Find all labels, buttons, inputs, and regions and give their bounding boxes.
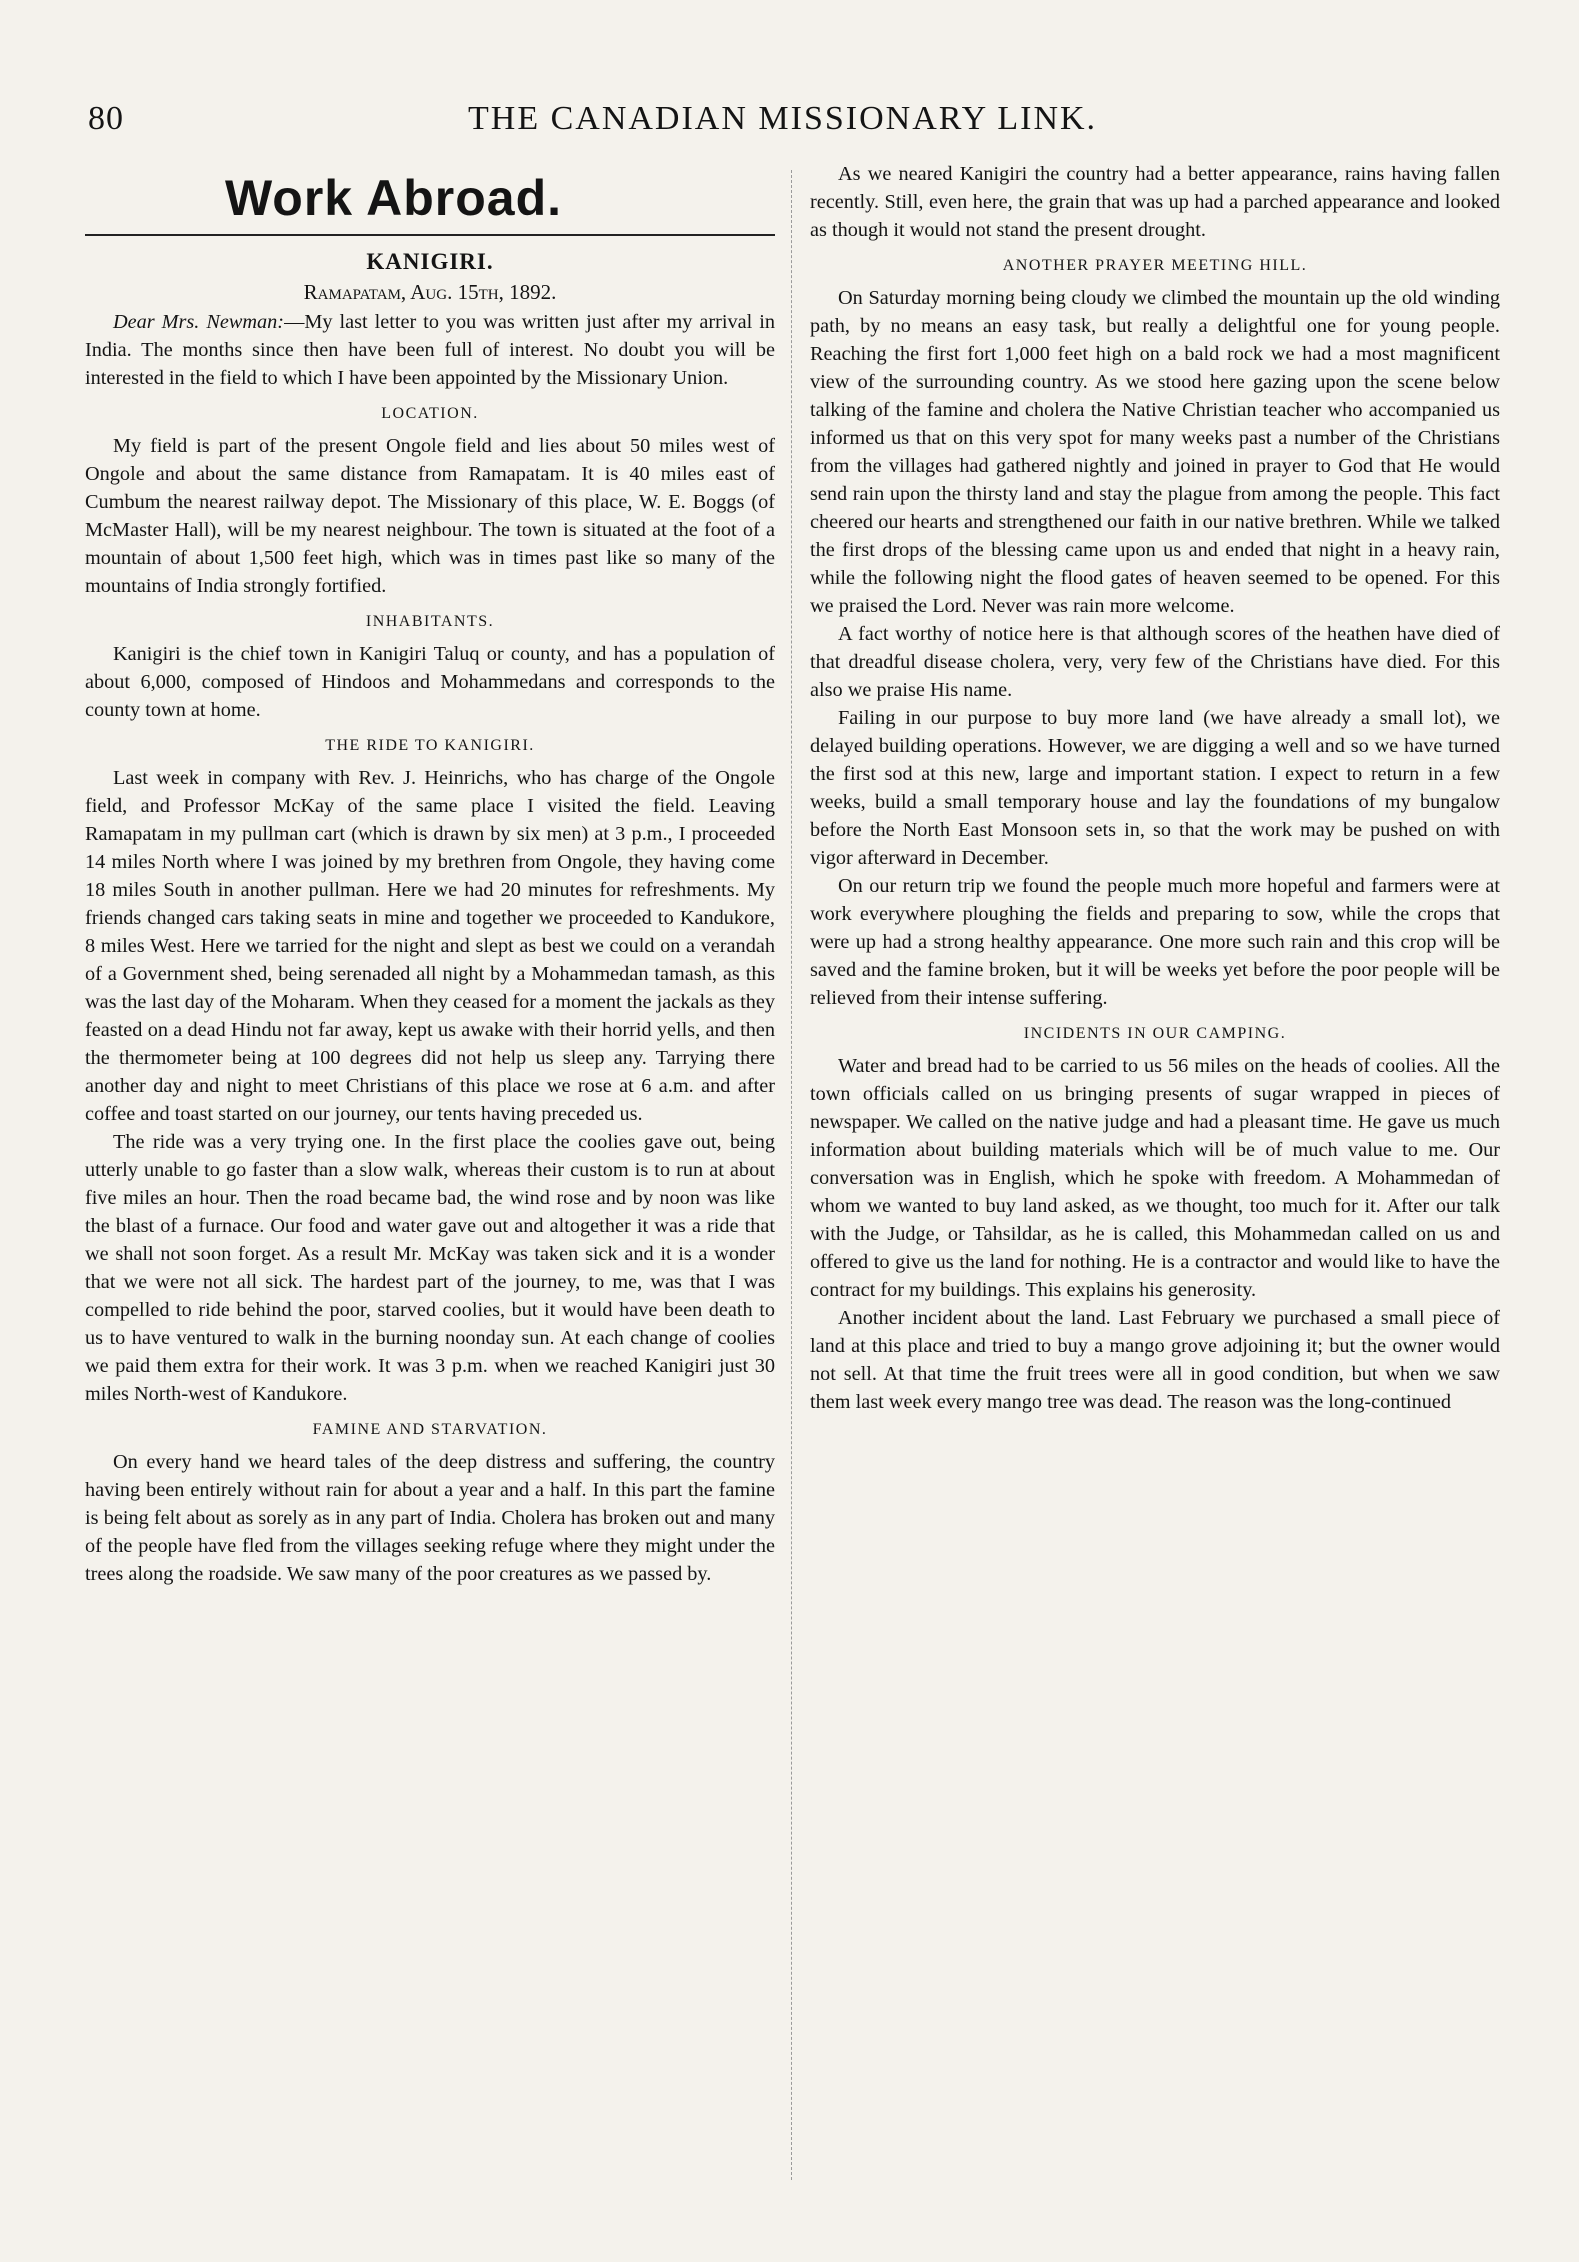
paragraph: Water and bread had to be carried to us 56 miles on the heads of coolies. All the town officials called on us bringing presents of sugar wrapped in pieces of newspaper. We called on the native judge and had a pleasant time. He gave us much information about building materials which will be of much value to me. Our conversation was in English, which he spoke with freedom. A Mohammedan of whom we wanted to buy land asked, as we thought, too much for it. After our talk with the Judge, or Tahsildar, as he is called, this Mohammedan called on us and offered to give us the land for nothing. He is a contractor and would like to have the contract for my buildings. This explains his generosity. bbox=[810, 1055, 1500, 1301]
paragraph: My field is part of the present Ongole field and lies about 50 miles west of Ongole and about the same distance from Ramapatam. It is 40 miles east of Cumbum the nearest railway depot. The Missionary of this place, W. E. Boggs (of McMaster Hall), will be my nearest neighbour. The town is situated at the foot of a mountain of about 1,500 feet high, which was in times past like so many of the mountains of India strongly fortified. bbox=[85, 435, 775, 597]
article-columns bbox=[85, 160, 1500, 2200]
paragraph: On every hand we heard tales of the deep distress and suffering, the country having been entirely without rain for about a year and a half. In this part the famine is being felt about as sorely as in any part of India. Cholera has broken out and many of the people have fled from the villages seeking refuge where they might under the trees along the roadside. We saw many of the poor creatures as we passed by. bbox=[85, 1451, 775, 1585]
paragraph: A fact worthy of notice here is that although scores of the heathen have died of that dreadful disease cholera, very, very few of the Christians have died. For this also we praise His name. bbox=[810, 623, 1500, 701]
subhead-famine: FAMINE AND STARVATION. bbox=[312, 1421, 548, 1438]
subhead-ride: THE RIDE TO KANIGIRI. bbox=[325, 737, 535, 754]
subhead-prayer: ANOTHER PRAYER MEETING HILL. bbox=[1002, 257, 1308, 274]
paragraph: Failing in our purpose to buy more land (we have already a small lot), we delayed building operations. However, we are digging a well and so we have turned the first sod at this new, large and important station. I expect to return in a few weeks, build a small temporary house and lay the foundations of my bungalow before the North East Monsoon sets in, so that the work may be pushed on with vigor afterward in December. bbox=[810, 707, 1500, 869]
section-heading: Work Abroad. bbox=[225, 170, 563, 226]
paragraph: As we neared Kanigiri the country had a better appearance, rains having fallen recently. Still, even here, the grain that was up had a parched appearance and looked as though it would not stand the present drought. bbox=[810, 163, 1500, 241]
publication-title: THE CANADIAN MISSIONARY LINK. bbox=[468, 100, 1098, 137]
paragraph: On Saturday morning being cloudy we climbed the mountain up the old winding path, by no means an easy task, but really a delightful one for young people. Reaching the first fort 1,000 feet high on a bald rock we had a most magnificent view of the surrounding country. As we stood here gazing upon the scene below talking of the famine and cholera the Native Christian teacher who accompanied us informed us that on this very spot for many weeks past a number of the Christians from the villages had gathered nightly and joined in prayer to God that He would send rain upon the thirsty land and stay the plague from among the people. This fact cheered our hearts and strengthened our faith in our native brethren. While we talked the first drops of the blessing came upon us and ended that night in a heavy rain, while the following night the flood gates of heaven seemed to be opened. For this we praised the Lord. Never was rain more welcome. bbox=[810, 287, 1500, 617]
column-divider bbox=[791, 170, 793, 2180]
heading-rule bbox=[85, 234, 775, 236]
left-column bbox=[85, 160, 775, 2200]
page-number: 80 bbox=[88, 100, 124, 137]
right-column bbox=[810, 160, 1500, 2200]
subhead-location: LOCATION. bbox=[381, 405, 479, 422]
paragraph: Kanigiri is the chief town in Kanigiri Taluq or county, and has a population of about 6,000, composed of Hindoos and Mohammedans and corresponds to the county town at home. bbox=[85, 643, 775, 721]
masthead bbox=[88, 100, 1499, 152]
salutation: Dear Mrs. Newman: bbox=[113, 311, 285, 333]
paragraph: Another incident about the land. Last February we purchased a small piece of land at this place and tried to buy a mango grove adjoining it; but the owner would not sell. At that time the fruit trees were all in good condition, but when we saw them last week every mango tree was dead. The reason was the long-continued bbox=[810, 1307, 1500, 1413]
opening-paragraph bbox=[85, 308, 775, 392]
article-title: KANIGIRI. bbox=[366, 249, 494, 274]
subhead-inhabitants: INHABITANTS. bbox=[365, 613, 495, 630]
opening-text: —My last letter to you was written just after my arrival in India. The months since then have been full of interest. No doubt you will be interested in the field to which I have been appointed by the Missionary Union. bbox=[85, 311, 775, 389]
paragraph: On our return trip we found the people much more hopeful and farmers were at work everywhere ploughing the fields and preparing to sow, while the crops that were up had a strong healthy appearance. One more such rain and this crop will be saved and the famine broken, but it will be weeks yet before the poor people will be relieved from their intense suffering. bbox=[810, 875, 1500, 1009]
subhead-camping: INCIDENTS IN OUR CAMPING. bbox=[1023, 1025, 1287, 1042]
dateline: Ramapatam, Aug. 15th, 1892. bbox=[303, 280, 557, 304]
paragraph: Last week in company with Rev. J. Heinrichs, who has charge of the Ongole field, and Professor McKay of the same place I visited the field. Leaving Ramapatam in my pullman cart (which is drawn by six men) at 3 p.m., I proceeded 14 miles North where I was joined by my brethren from Ongole, they having come 18 miles South in another pullman. Here we had 20 minutes for refreshments. My friends changed cars taking seats in mine and together we proceeded to Kandukore, 8 miles West. Here we tarried for the night and slept as best we could on a verandah of a Government shed, being serenaded all night by a Mohammedan tamash, as this was the last day of the Moharam. When they ceased for a moment the jackals as they feasted on a dead Hindu not far away, kept us awake with their horrid yells, and then the thermometer being at 100 degrees did not help us sleep any. Tarrying there another day and night to meet Christians of this place we rose at 6 a.m. and after coffee and toast started on our journey, our tents having preceded us. bbox=[85, 767, 775, 1125]
paragraph: The ride was a very trying one. In the first place the coolies gave out, being utterly unable to go faster than a slow walk, whereas their custom is to run at about five miles an hour. Then the road became bad, the wind rose and by noon was like the blast of a furnace. Our food and water gave out and altogether it was a ride that we shall not soon forget. As a result Mr. McKay was taken sick and it is a wonder that we were not all sick. The hardest part of the journey, to me, was that I was compelled to ride behind the poor, starved coolies, but it would have been death to us to have ventured to walk in the burning noonday sun. At each change of coolies we paid them extra for their work. It was 3 p.m. when we reached Kanigiri just 30 miles North-west of Kandukore. bbox=[85, 1131, 775, 1405]
